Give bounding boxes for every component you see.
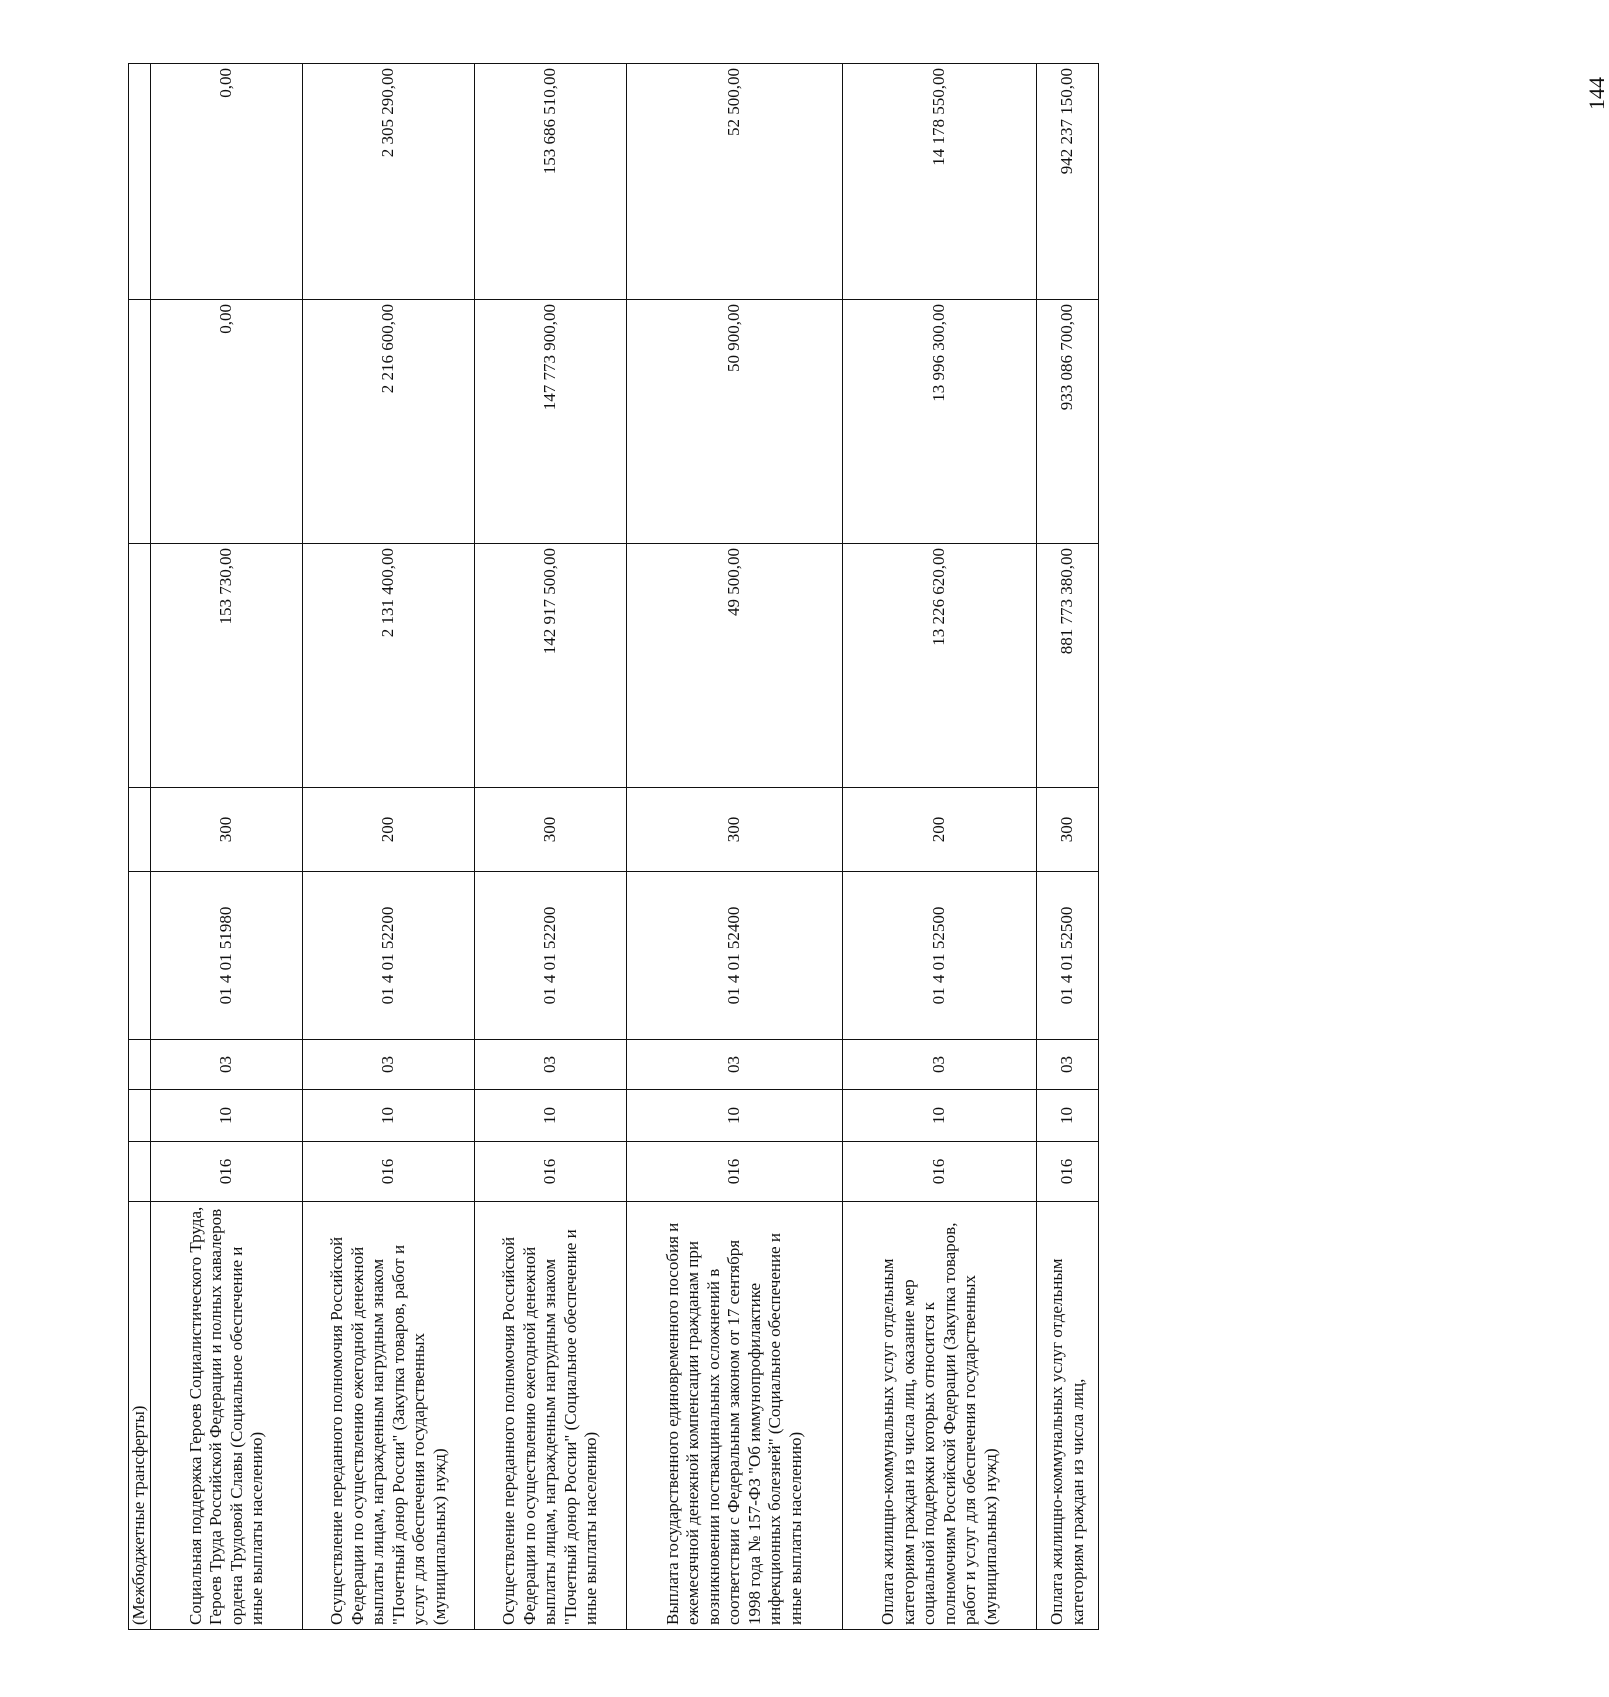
sum-year-1: 49 500,00 [627,544,843,788]
expense-type-code: 300 [1037,788,1099,872]
section-code: 10 [475,1090,627,1142]
sum-year-2: 147 773 900,00 [475,300,627,544]
row-name: Оплата жилищно-коммунальных услуг отдельным категориям граждан из числа лиц, [1037,1202,1099,1630]
ministry-code: 016 [627,1142,843,1202]
sum-year-3: 0,00 [151,64,303,300]
ministry-code: 016 [475,1142,627,1202]
empty-cell [129,64,151,300]
table-row [303,64,475,1630]
target-code: 01 4 01 52200 [475,872,627,1040]
target-code: 01 4 01 52400 [627,872,843,1040]
rotated-page-content [128,64,1098,1630]
expense-type-code: 200 [303,788,475,872]
expense-type-code: 300 [627,788,843,872]
empty-cell [129,1142,151,1202]
ministry-code: 016 [151,1142,303,1202]
expense-type-code: 300 [151,788,303,872]
sum-year-2: 50 900,00 [627,300,843,544]
target-code: 01 4 01 51980 [151,872,303,1040]
section-code: 10 [151,1090,303,1142]
empty-cell [129,544,151,788]
expense-type-code: 200 [843,788,1037,872]
target-code: 01 4 01 52500 [843,872,1037,1040]
sum-year-2: 2 216 600,00 [303,300,475,544]
subsection-code: 03 [475,1040,627,1090]
subsection-code: 03 [303,1040,475,1090]
table-row [151,64,303,1630]
empty-cell [129,300,151,544]
table-row [475,64,627,1630]
row-name: Осуществление переданного полномочия Российской Федерации по осуществлению ежегодной денежной выплаты лицам, награжденным нагрудным знаком "Почетный донор России" (Социальное обеспечение и иные выплаты населению) [475,1202,627,1630]
row-header-text: (Межбюджетные трансферты) [129,1202,151,1630]
ministry-code: 016 [843,1142,1037,1202]
sum-year-3: 2 305 290,00 [303,64,475,300]
empty-cell [129,1090,151,1142]
table-row [843,64,1037,1630]
table-row [1037,64,1099,1630]
table-row [129,64,151,1630]
ministry-code: 016 [303,1142,475,1202]
sum-year-2: 0,00 [151,300,303,544]
empty-cell [129,788,151,872]
section-code: 10 [843,1090,1037,1142]
ministry-code: 016 [1037,1142,1099,1202]
sum-year-3: 14 178 550,00 [843,64,1037,300]
sum-year-1: 13 226 620,00 [843,544,1037,788]
table-row [627,64,843,1630]
sum-year-2: 13 996 300,00 [843,300,1037,544]
page-number: 144 [1584,77,1609,110]
expense-type-code: 300 [475,788,627,872]
target-code: 01 4 01 52200 [303,872,475,1040]
row-name: Выплата государственного единовременного пособия и ежемесячной денежной компенсации гражданам при возникновении поствакцинальных осложнений в соответствии с Федеральным законом от 17 сентября 1998 года № 157-ФЗ "Об иммунопрофилактике инфекционных болезней" (Социальное обеспечение и иные выплаты населению) [627,1202,843,1630]
sum-year-1: 153 730,00 [151,544,303,788]
row-name: Социальная поддержка Героев Социалистического Труда, Героев Труда Российской Федерации и полных кавалеров ордена Трудовой Славы (Социальное обеспечение и иные выплаты населению) [151,1202,303,1630]
budget-table [128,63,1099,1630]
subsection-code: 03 [843,1040,1037,1090]
row-name: Оплата жилищно-коммунальных услуг отдельным категориям граждан из числа лиц, оказание мер социальной поддержки которых относится к полномочиям Российской Федерации (Закупка товаров, работ и услуг для обеспечения государственных (муниципальных) нужд) [843,1202,1037,1630]
section-code: 10 [1037,1090,1099,1142]
sum-year-1: 2 131 400,00 [303,544,475,788]
sum-year-1: 881 773 380,00 [1037,544,1099,788]
sum-year-3: 153 686 510,00 [475,64,627,300]
section-code: 10 [627,1090,843,1142]
empty-cell [129,1040,151,1090]
sum-year-2: 933 086 700,00 [1037,300,1099,544]
sum-year-1: 142 917 500,00 [475,544,627,788]
target-code: 01 4 01 52500 [1037,872,1099,1040]
sum-year-3: 942 237 150,00 [1037,64,1099,300]
row-name: Осуществление переданного полномочия Российской Федерации по осуществлению ежегодной денежной выплаты лицам, награжденным нагрудным знаком "Почетный донор России" (Закупка товаров, работ и услуг для обеспечения государственных (муниципальных) нужд) [303,1202,475,1630]
section-code: 10 [303,1090,475,1142]
subsection-code: 03 [627,1040,843,1090]
sum-year-3: 52 500,00 [627,64,843,300]
subsection-code: 03 [1037,1040,1099,1090]
empty-cell [129,872,151,1040]
subsection-code: 03 [151,1040,303,1090]
